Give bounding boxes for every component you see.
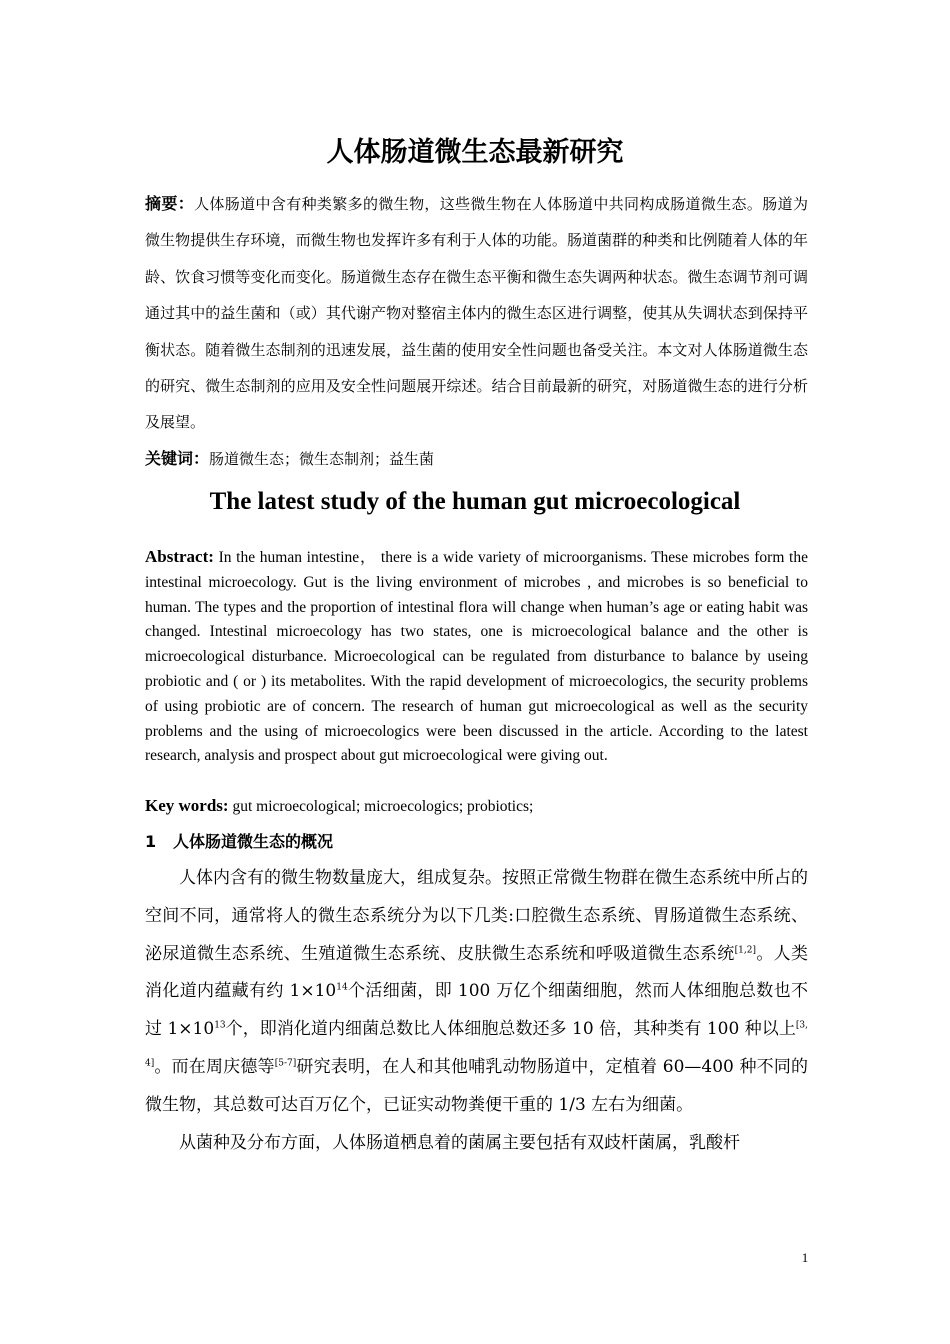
keywords-label-english: Key words: [145,796,229,815]
keywords-chinese [145,446,808,472]
page-number: 1 [801,1250,809,1265]
abstract-text-chinese: 人体肠道中含有种类繁多的微生物，这些微生物在人体肠道中共同构成肠道微生态。肠道为微生物提供生存环境，而微生物也发挥许多有利于人体的功能。肠道菌群的种类和比例随着人体的年龄、饮食习惯等变化而变化。肠道微生态存在微生态平衡和微生态失调两种状态。微生态调节剂可调通过其中的益生菌和（或）其代谢产物对整宿主体内的微生态区进行调整，使其从失调状态到保持平衡状态。随着微生态制剂的迅速发展，益生菌的使用安全性问题也备受关注。本文对人体肠道微生态的研究、微生态制剂的应用及安全性问题展开综述。结合目前最新的研究，对肠道微生态的进行分析及展望。 [145,195,808,432]
abstract-label-english: Abstract: [145,547,214,566]
keywords-text-chinese: 肠道微生态；微生态制剂；益生菌 [209,450,435,468]
body-text [145,860,808,1162]
text-run: 个，即消化道内细菌总数比人体细胞总数还多 10 倍，其种类有 100 种以上 [225,1019,796,1040]
citation: [1,2] [734,944,756,955]
section-title: 人体肠道微生态的概况 [173,832,334,851]
abstract-english [145,545,808,769]
abstract-text-english: In the human intestine， there is a wide variety of microorganisms. These microbes form the intestinal microecology. Gut is the living environment of microbes , and microbes is so beneficial to human. The types and the proportion of intestinal flora will change when human’s age or eating habit was changed. Intestinal microecology has two states, one is microecological balance and the other is microecological disturbance. Microecological can be regulated from disturbance to balance by useing probiotic and ( or ) its metabolites. With the rapid development of microecologics, the security problems of using probiotic are of concern. The research of human gut microecological as well as the security problems and the using of microecologics were been discussed in the article. According to the latest research, analysis and prospect about gut microecological were giving out. [145,549,808,765]
exponent: 13 [214,1020,226,1031]
abstract-chinese [145,186,808,441]
section-number: 1 [145,832,157,851]
text-run: 个活细菌，即 100 万亿个细菌细胞，然而人体细胞总数也不过 1×10 [145,981,808,1040]
text-run: 。人类消化道内蕴藏有约 1×10 [145,943,809,1002]
paper-title-chinese: 人体肠道微生态最新研究 [326,137,624,168]
keywords-text-english: gut microecological; microecologics; probiotics; [232,798,534,815]
citation: [5-7] [274,1058,297,1069]
keywords-label-chinese: 关键词： [145,449,210,468]
text-run: 从菌种及分布方面，人体肠道栖息着的菌属主要包括有双歧杆菌属，乳酸杆 [179,1132,740,1153]
paper-title-english: The latest study of the human gut microecological [209,488,741,515]
keywords-english [145,794,808,820]
paragraph [145,1125,808,1163]
abstract-label-chinese: 摘要： [145,194,195,213]
exponent: 14 [336,982,348,993]
citation: [3,4] [145,1020,808,1069]
text-run: 研究表明，在人和其他哺乳动物肠道中，定植着 60—400 种不同的微生物，其总数可达百万亿个，已证实动物粪便干重的 1/3 左右为细菌。 [145,1056,808,1115]
section-heading [145,829,333,855]
paragraph [145,860,808,1125]
text-run: 人体内含有的微生物数量庞大，组成复杂。按照正常微生物群在微生态系统中所占的空间不同，通常将人的微生态系统分为以下几类:口腔微生态系统、胃肠道微生态系统、泌尿道微生态系统、生殖道微生态系统、皮肤微生态系统和呼吸道微生态系统 [145,868,808,964]
text-run: 。而在周庆德等 [154,1056,275,1077]
